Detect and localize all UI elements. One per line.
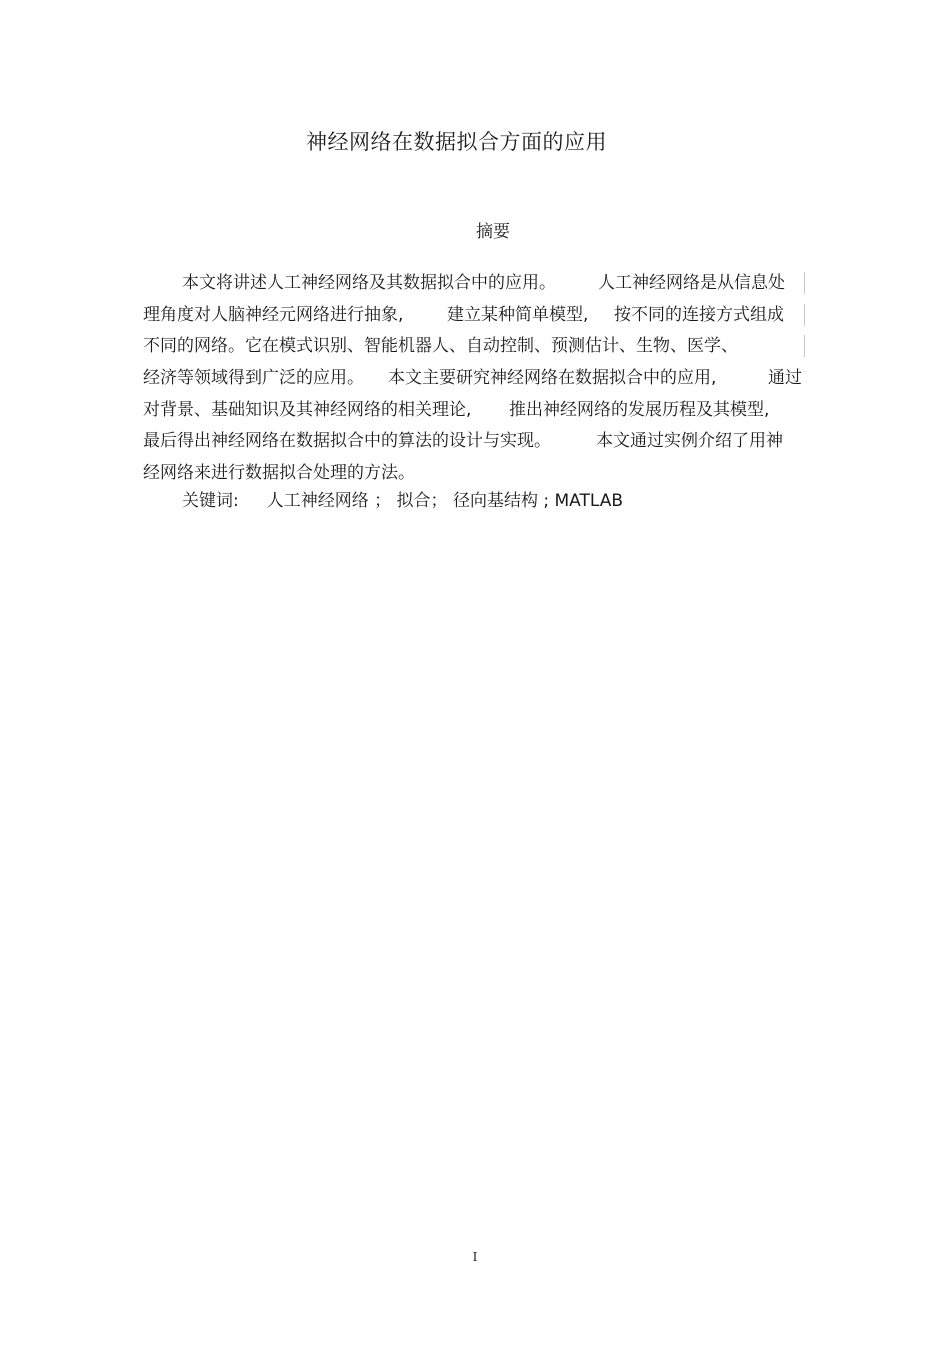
keywords-line [182, 486, 623, 516]
keyword-item: 人工神经网络 ； [266, 491, 392, 511]
abstract-text: 通过 [768, 368, 802, 389]
abstract-text: 按不同的连接方式组成 [614, 304, 784, 325]
abstract-line [143, 426, 805, 458]
abstract-text: 推出神经网络的发展历程及其模型, [509, 399, 770, 420]
document-title: 神经网络在数据拟合方面的应用 [306, 130, 607, 154]
abstract-line [143, 300, 805, 332]
keyword-item: 径向基结构 ; MATLAB [452, 491, 624, 511]
abstract-text: 不同的网络。它在模式识别、智能机器人、自动控制、预测估计、生物、医学、 [143, 336, 738, 357]
keywords-label: 关键词: [182, 491, 239, 511]
abstract-text: 最后得出神经网络在数据拟合中的算法的设计与实现。 [143, 431, 551, 452]
abstract-line [143, 331, 805, 363]
abstract-text: 经网络来进行数据拟合处理的方法。 [143, 463, 415, 484]
abstract-text: 本文通过实例介绍了用神 [596, 431, 783, 452]
abstract-text: 经济等领域得到广泛的应用。 [143, 368, 364, 389]
abstract-heading: 摘要 [476, 222, 510, 242]
abstract-text: 人工神经网络是从信息处 [598, 273, 785, 293]
abstract-text: 本文主要研究神经网络在数据拟合中的应用, [388, 368, 717, 389]
abstract-line [143, 395, 805, 427]
abstract-body [143, 268, 805, 490]
abstract-text: 本文将讲述人工神经网络及其数据拟合中的应用。 [182, 273, 556, 293]
abstract-line [143, 363, 805, 395]
abstract-text: 理角度对人脑神经元网络进行抽象, [143, 304, 404, 325]
abstract-line [143, 268, 805, 300]
abstract-text: 建立某种简单模型, [447, 304, 589, 325]
abstract-text: 对背景、基础知识及其神经网络的相关理论, [143, 399, 472, 420]
keyword-item: 拟合； [396, 491, 448, 511]
page-number: I [472, 1250, 478, 1264]
